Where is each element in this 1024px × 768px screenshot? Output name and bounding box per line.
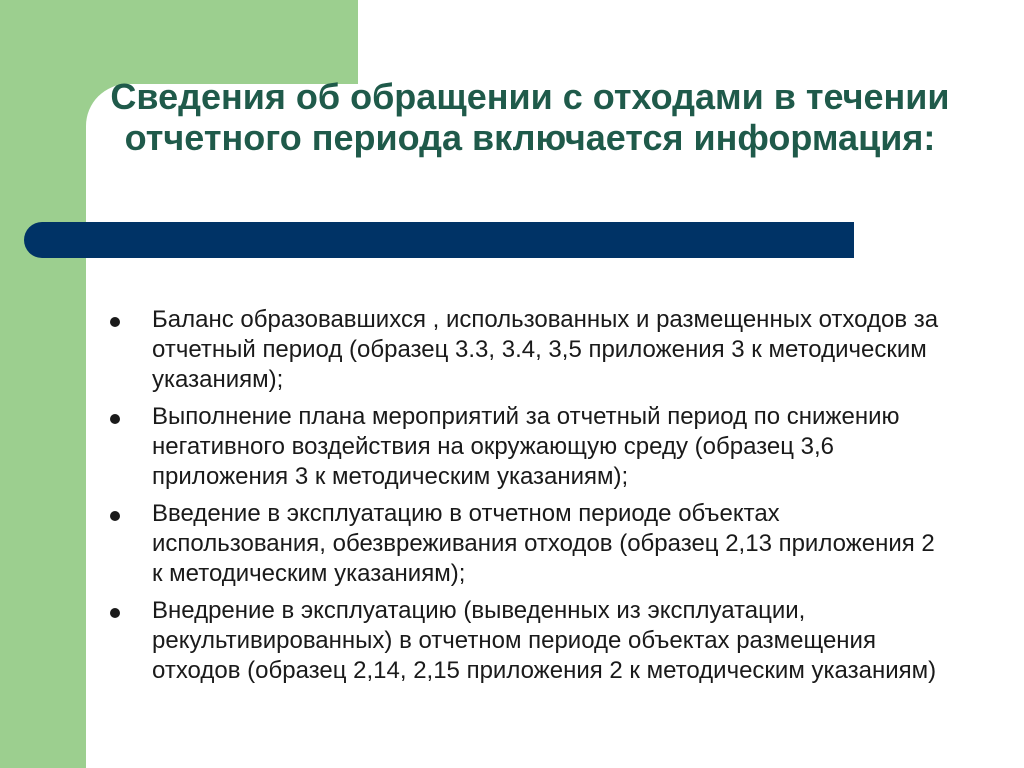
bullet-dot-icon — [110, 414, 120, 424]
bullet-item-balance — [108, 305, 948, 395]
bullet-text: Выполнение плана мероприятий за отчетный период по снижению негативного воздействия на окружающую среду (образец 3,6 приложения 3 к методическим указаниям); — [152, 403, 900, 490]
bullet-item-deployment — [108, 596, 948, 686]
bullet-item-plan — [108, 402, 948, 492]
bullet-dot-icon — [110, 608, 120, 618]
bullet-dot-icon — [110, 317, 120, 327]
bullet-list — [108, 305, 948, 693]
bullet-item-introduction — [108, 499, 948, 589]
slide-title: Сведения об обращении с отходами в течении отчетного периода включается информация: — [110, 76, 950, 158]
bullet-text: Внедрение в эксплуатацию (выведенных из эксплуатации, рекультивированных) в отчетном периоде объектах размещения отходов (образец 2,14, 2,15 приложения 2 к методическим указаниям) — [152, 597, 937, 684]
bullet-text: Введение в эксплуатацию в отчетном периоде объектах использования, обезвреживания отходов (образец 2,13 приложения 2 к методическим указаниям); — [152, 500, 935, 587]
bullet-text: Баланс образовавшихся , использованных и размещенных отходов за отчетный период (образец 3.3, 3.4, 3,5 приложения 3 к методическим указаниям); — [152, 306, 939, 393]
bullet-dot-icon — [110, 511, 120, 521]
title-divider-bar — [24, 222, 854, 258]
